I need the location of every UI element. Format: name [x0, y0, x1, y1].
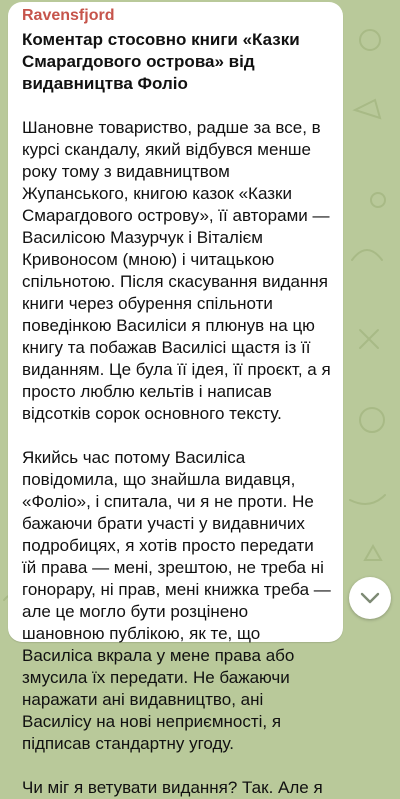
chevron-down-icon — [360, 592, 380, 604]
scroll-down-button[interactable] — [349, 577, 391, 619]
message-paragraph-3: Чи міг я ветувати видання? Так. Але я — [22, 778, 323, 797]
message-bubble — [8, 2, 343, 797]
message-paragraph-2: Якийсь час потому Василіса повідомила, що знайшла видавця, «Фоліо», і спитала, чи я не проти. Не бажаючи брати участі у видавничих подробицях, я хотів просто передати їй права — мені, зрештою, не треба ні гонорару, ні прав, мені книжка треба — але це могло бути розцінено шановною публікою, як те, що Василіса вкрала у мене права або змусила їх передати. Не бажаючи наражати ані видавництво, ані Василісу на нові неприємності, я підписав стандартну угоду. — [22, 448, 331, 753]
message-paragraph-1: Шановне товариство, радше за все, в курсі скандалу, який відбувся менше року тому з видавництвом Жупанського, книгою казок «Казки Смарагдового острову», її авторами — Василісою Мазурчук і Віталієм Кривоносом (мною) і читацькою спільнотою. Після скасування видання книги через обурення спільноти поведінкою Василіси я плюнув на цю книгу та побажав Василісі щастя із її виданням. Це була її ідея, її проєкт, а я просто люблю кельтів і написав відсотків сорок основного тексту. — [22, 118, 331, 423]
message-title: Коментар стосовно книги «Казки Смарагдового острова» від видавництва Фоліо — [22, 30, 300, 93]
sender-name[interactable]: Ravensfjord — [22, 7, 115, 24]
